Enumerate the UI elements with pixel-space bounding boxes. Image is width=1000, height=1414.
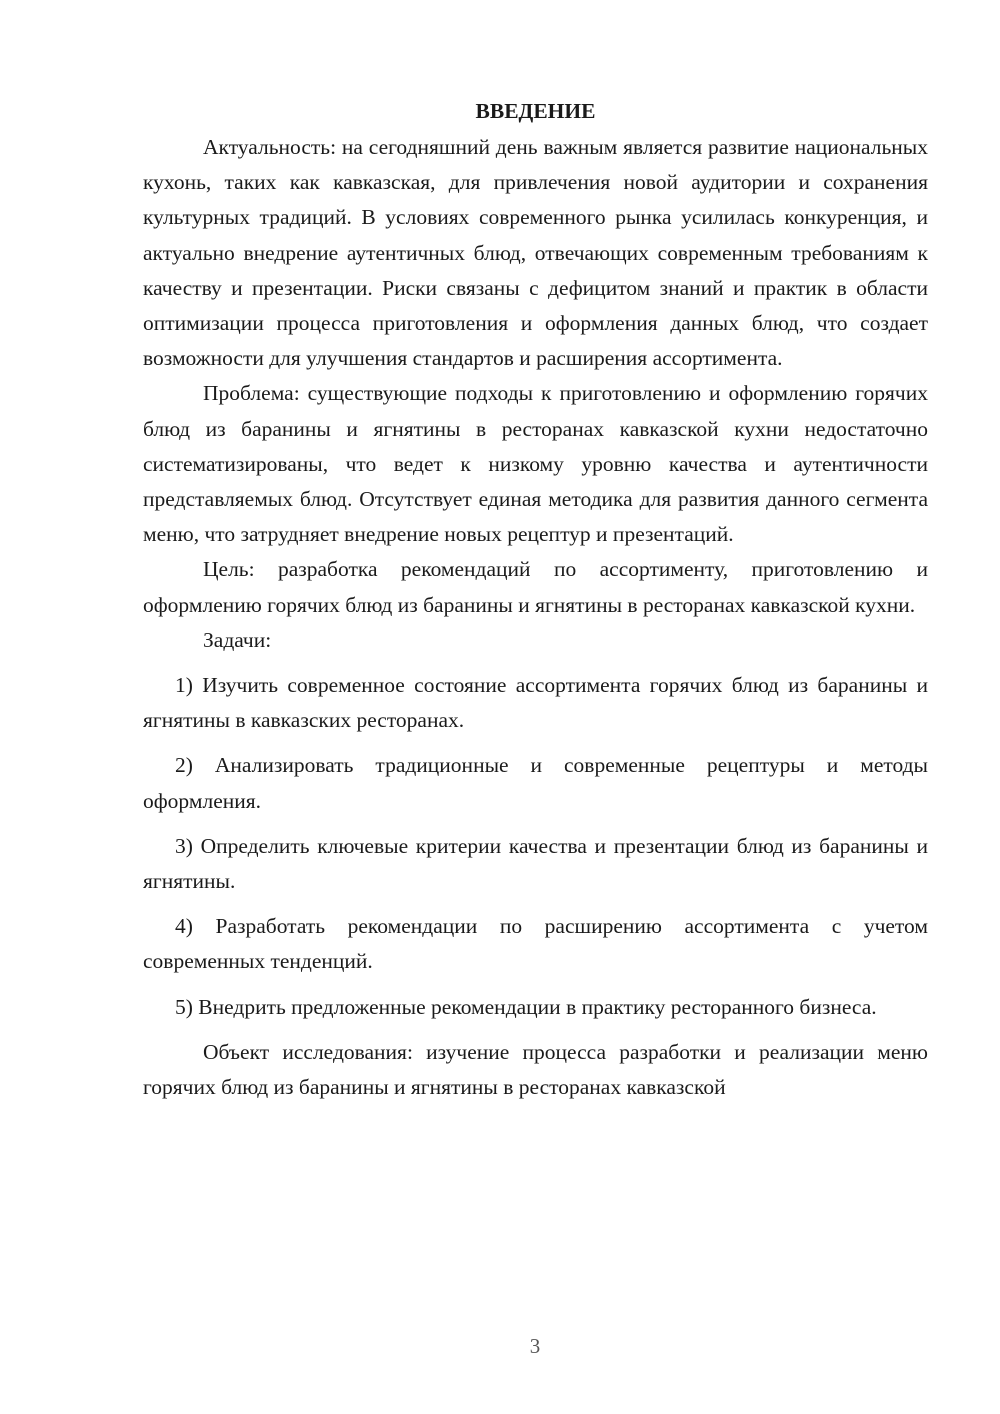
paragraph-relevance: Актуальность: на сегодняшний день важным является развитие национальных кухонь, таких как кавказская, для привлечения новой аудитории и сохранения культурных традиций. В условиях современного рынка усилилась конкуренция, и актуально внедрение аутентичных блюд, отвечающих современным требованиям к качеству и презентации. Риски связаны с дефицитом знаний и практик в области оптимизации процесса приготовления и оформления данных блюд, что создает возможности для улучшения стандартов и расширения ассортимента. <box>143 135 928 371</box>
page-number: 3 <box>529 1334 541 1358</box>
paragraph-goal: Цель: разработка рекомендаций по ассортименту, приготовлению и оформлению горячих блюд из баранины и ягнятины в ресторанах кавказской кухни. <box>143 557 928 617</box>
section-title: ВВЕДЕНИЕ <box>475 99 596 123</box>
paragraph-research-object: Объект исследования: изучение процесса разработки и реализации меню горячих блюд из баранины и ягнятины в ресторанах кавказской <box>143 1039 928 1100</box>
document-page <box>143 92 928 1105</box>
task-item-4: 4) Разработать рекомендации по расширению ассортимента с учетом современных тенденций. <box>143 914 928 974</box>
task-item-3: 3) Определить ключевые критерии качества и презентации блюд из баранины и ягнятины. <box>143 833 928 894</box>
task-item-1: 1) Изучить современное состояние ассортимента горячих блюд из баранины и ягнятины в кавказских ресторанах. <box>143 673 928 733</box>
task-item-5: 5) Внедрить предложенные рекомендации в практику ресторанного бизнеса. <box>175 994 877 1019</box>
task-item-2: 2) Анализировать традиционные и современные рецептуры и методы оформления. <box>143 753 928 813</box>
paragraph-tasks-heading: Задачи: <box>203 627 272 652</box>
paragraph-problem: Проблема: существующие подходы к приготовлению и оформлению горячих блюд из баранины и ягнятины в ресторанах кавказской кухни недостаточно систематизированы, что ведет к низкому уровню качества и аутентичности представляемых блюд. Отсутствует единая методика для развития данного сегмента меню, что затрудняет внедрение новых рецептур и презентаций. <box>143 381 928 547</box>
